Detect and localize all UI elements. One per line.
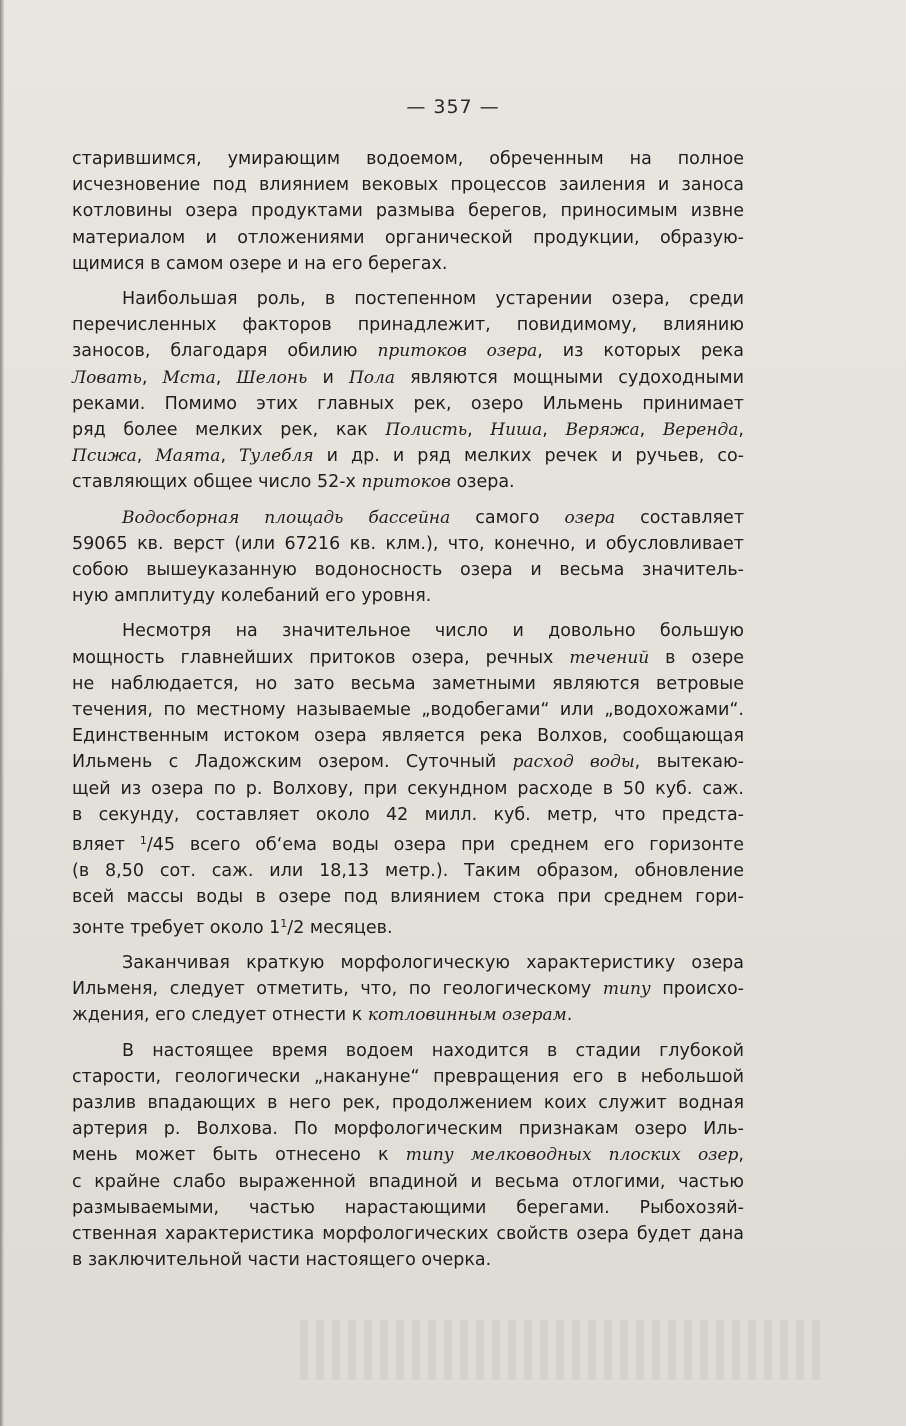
text-run: мень может быть отнесено к xyxy=(72,1145,406,1166)
text-run: исчезновение под влиянием вековых процессов заиления и заноса xyxy=(72,175,744,196)
italic-term: Псижа xyxy=(72,446,137,467)
paragraph xyxy=(72,286,744,496)
italic-term: типу xyxy=(602,979,651,1000)
text-run: /45 всего об‘ема воды озера при среднем его горизонте xyxy=(146,835,744,856)
italic-term: Ловать xyxy=(72,367,142,388)
text-run: , xyxy=(220,446,240,467)
text-line xyxy=(72,858,744,884)
text-line xyxy=(72,172,744,198)
page-edge xyxy=(0,0,4,1426)
text-line xyxy=(72,1038,744,1064)
italic-term: Полисть xyxy=(385,420,468,441)
text-run: В настоящее время водоем находится в стадии глубокой xyxy=(122,1040,744,1061)
text-run: , из которых река xyxy=(537,341,744,362)
text-run: собою вышеуказанную водоносность озера и весьма значитель- xyxy=(72,560,744,581)
text-line xyxy=(72,950,744,976)
text-run: , вытекаю- xyxy=(634,752,744,773)
italic-term: Пола xyxy=(348,367,396,388)
paragraph xyxy=(72,950,744,1029)
text-line xyxy=(72,443,744,469)
text-line xyxy=(72,645,744,671)
text-line xyxy=(72,1169,744,1195)
text-line xyxy=(72,1142,744,1168)
italic-term: котловинным озерам xyxy=(367,1005,567,1026)
italic-term: притоков озера xyxy=(377,341,538,362)
text-line xyxy=(72,338,744,364)
page-number: — 357 — xyxy=(406,96,500,118)
text-line xyxy=(72,225,744,251)
italic-term: Маята xyxy=(155,446,221,467)
text-run: Заканчивая краткую морфологическую характеристику озера xyxy=(122,952,744,973)
text-line xyxy=(72,583,744,609)
text-run: всей массы воды в озере под влиянием стока при среднем гори- xyxy=(72,887,744,908)
paragraph xyxy=(72,1038,744,1274)
italic-term: течений xyxy=(569,647,650,668)
text-line xyxy=(72,469,744,495)
text-run: , xyxy=(738,1145,744,1166)
superscript: 1 xyxy=(280,916,288,930)
text-run: и xyxy=(307,367,349,388)
text-line xyxy=(72,417,744,443)
text-run: Ильменя, следует отметить, что, по геологическому xyxy=(72,979,603,1000)
text-run: ряд более мелких рек, как xyxy=(72,420,386,441)
text-run: щей из озера по р. Волхову, при секундном расходе в 50 куб. саж. xyxy=(72,778,744,799)
text-line xyxy=(72,365,744,391)
paragraph xyxy=(72,146,744,277)
text-run: материалом и отложениями органической продукции, образую- xyxy=(72,227,744,248)
text-run: , xyxy=(542,420,566,441)
text-run: и др. и ряд мелких речек и ручьев, со- xyxy=(313,446,744,467)
text-run: самого xyxy=(450,507,565,528)
text-line xyxy=(72,976,744,1002)
text-line xyxy=(72,671,744,697)
text-line xyxy=(72,697,744,723)
text-line xyxy=(72,802,744,828)
text-run: старости, геологически „накануне“ превращения его в небольшой xyxy=(72,1066,744,1087)
paragraph xyxy=(72,505,744,610)
text-line xyxy=(72,1247,744,1273)
text-run: мощность главнейших притоков озера, речных xyxy=(72,647,570,668)
italic-term: расход воды xyxy=(512,752,635,773)
text-run: котловины озера продуктами размыва берегов, приносимым извне xyxy=(72,201,744,222)
text-run: , xyxy=(639,420,663,441)
text-run: Несмотря на значительное число и довольно большую xyxy=(122,621,744,642)
text-run: реками. Помимо этих главных рек, озеро Ильмень принимает xyxy=(72,393,744,414)
text-run: озера. xyxy=(450,472,515,493)
superscript: 1 xyxy=(139,834,147,848)
text-run: , xyxy=(215,367,237,388)
text-run: 59065 кв. верст (или 67216 кв. клм.), что, конечно, и обусловливает xyxy=(72,533,744,554)
text-run: течения, по местному называемые „водобегами“ или „водохожами“. xyxy=(72,700,744,721)
text-run: размываемыми, частью нарастающими берегами. Рыбохозяй- xyxy=(72,1197,744,1218)
text-run: ственная характеристика морфологических свойств озера будет дана xyxy=(72,1223,744,1244)
text-run: составляет xyxy=(615,507,745,528)
text-run: происхо- xyxy=(650,979,745,1000)
text-run: Наибольшая роль, в постепенном устарении озера, среди xyxy=(122,289,744,310)
bleed-through xyxy=(300,1320,820,1380)
text-line xyxy=(72,1064,744,1090)
italic-term: Веряжа xyxy=(565,420,640,441)
text-run: /2 месяцев. xyxy=(287,917,393,938)
text-line xyxy=(72,1116,744,1142)
text-run: артерия р. Волхова. По морфологическим признакам озеро Иль- xyxy=(72,1119,744,1140)
text-line xyxy=(72,1090,744,1116)
italic-term: Ниша xyxy=(490,420,543,441)
text-line xyxy=(72,911,744,941)
text-body xyxy=(72,146,744,1282)
text-run: старившимся, умирающим водоемом, обреченным на полное xyxy=(72,149,744,169)
text-line xyxy=(72,618,744,644)
text-line xyxy=(72,146,744,172)
text-line xyxy=(72,505,744,531)
text-run: ную амплитуду колебаний его уровня. xyxy=(72,586,432,607)
text-line xyxy=(72,531,744,557)
text-run: ставляющих общее число 52-х xyxy=(72,472,362,493)
text-line xyxy=(72,1221,744,1247)
italic-term: типу мелководных плоских озер xyxy=(405,1145,739,1166)
text-run: в заключительной части настоящего очерка. xyxy=(72,1250,492,1271)
text-run: ждения, его следует отнести к xyxy=(72,1005,368,1026)
text-line xyxy=(72,749,744,775)
text-line xyxy=(72,312,744,338)
text-run: в секунду, составляет около 42 милл. куб. метр, что предста- xyxy=(72,804,744,825)
text-run: Ильмень с Ладожским озером. Суточный xyxy=(72,752,513,773)
text-run: щимися в самом озере и на его берегах. xyxy=(72,253,448,274)
italic-term: притоков xyxy=(361,472,451,493)
text-line xyxy=(72,1195,744,1221)
text-run: Единственным истоком озера является река Волхов, сообщающая xyxy=(72,726,744,747)
text-run: , xyxy=(467,420,491,441)
italic-term: Мста xyxy=(162,367,216,388)
text-line xyxy=(72,828,744,858)
italic-term: Веренда xyxy=(662,420,739,441)
italic-term: Тулебля xyxy=(239,446,314,467)
text-line xyxy=(72,391,744,417)
text-run: не наблюдается, но зато весьма заметными являются ветровые xyxy=(72,673,744,694)
text-run: с крайне слабо выраженной впадиной и весьма отлогими, частью xyxy=(72,1171,744,1192)
text-line xyxy=(72,251,744,277)
text-line xyxy=(72,776,744,802)
text-run: (в 8,50 сот. саж. или 18,13 метр.). Таким образом, обновление xyxy=(72,861,744,882)
text-run: перечисленных факторов принадлежит, повидимому, влиянию xyxy=(72,315,744,336)
text-run: , xyxy=(738,420,744,441)
text-line xyxy=(72,884,744,910)
text-run: заносов, благодаря обилию xyxy=(72,341,378,362)
text-line xyxy=(72,198,744,224)
text-line xyxy=(72,1002,744,1028)
paragraph xyxy=(72,618,744,940)
text-run: вляет xyxy=(72,835,140,856)
text-run: . xyxy=(566,1005,573,1026)
italic-term: Водосборная площадь бассейна xyxy=(122,507,451,528)
text-line xyxy=(72,723,744,749)
italic-term: озера xyxy=(564,507,616,528)
text-line xyxy=(72,286,744,312)
text-run: являются мощными судоходными xyxy=(395,367,744,388)
text-run: , xyxy=(141,367,163,388)
text-line xyxy=(72,557,744,583)
text-run: , xyxy=(136,446,156,467)
italic-term: Шелонь xyxy=(236,367,308,388)
text-run: разлив впадающих в него рек, продолжением коих служит водная xyxy=(72,1092,744,1113)
text-run: в озере xyxy=(649,647,744,668)
text-run: зонте требует около 1 xyxy=(72,917,281,938)
